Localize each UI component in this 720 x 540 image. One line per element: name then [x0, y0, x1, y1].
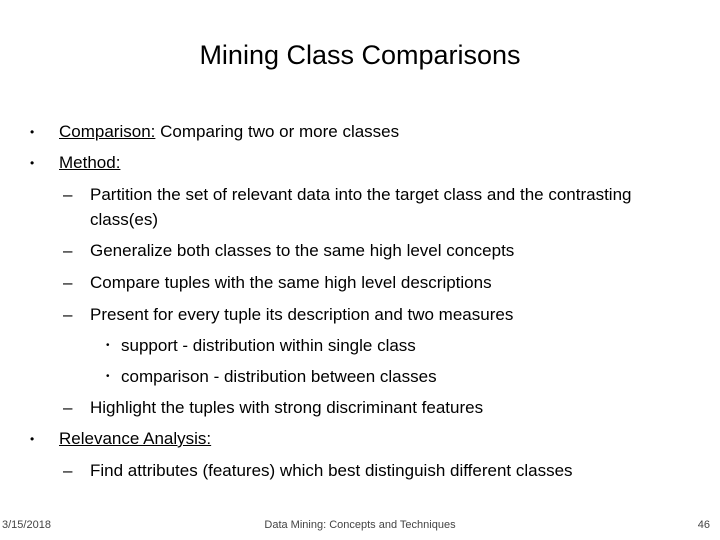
bullet-comparison	[59, 121, 399, 143]
dash-icon: –	[63, 398, 73, 417]
method-item-generalize: Generalize both classes to the same high level concepts	[90, 241, 515, 260]
footer-page-number: 46	[697, 519, 710, 531]
dash-icon: –	[63, 185, 73, 204]
footer-date: 3/15/2018	[2, 519, 51, 531]
dash-icon: –	[63, 461, 73, 480]
bullet-icon: •	[30, 156, 35, 170]
dash-icon: –	[63, 273, 73, 292]
measure-comparison: comparison - distribution between classes	[121, 367, 437, 386]
bullet-icon: •	[106, 340, 110, 351]
method-item-highlight: Highlight the tuples with strong discriminant features	[90, 398, 484, 417]
method-item-compare: Compare tuples with the same high level descriptions	[90, 273, 492, 292]
relevance-item-find: Find attributes (features) which best distinguish different classes	[90, 461, 573, 480]
bullet-icon: •	[30, 125, 35, 139]
relevance-label: Relevance Analysis:	[59, 429, 212, 448]
comparison-label: Comparison:	[59, 122, 156, 141]
slide-title: Mining Class Comparisons	[199, 40, 521, 70]
dash-icon: –	[63, 305, 73, 324]
footer-center: Data Mining: Concepts and Techniques	[264, 519, 456, 531]
method-item-present: Present for every tuple its description and two measures	[90, 305, 514, 324]
dash-icon: –	[63, 241, 73, 260]
measure-support: support - distribution within single class	[121, 336, 416, 355]
method-item-partition-cont: class(es)	[90, 210, 159, 229]
method-item-partition: Partition the set of relevant data into the target class and the contrasting	[90, 185, 632, 204]
bullet-icon: •	[30, 432, 35, 446]
bullet-icon: •	[106, 371, 110, 382]
comparison-text: Comparing two or more classes	[155, 122, 400, 141]
method-label: Method:	[59, 153, 121, 172]
